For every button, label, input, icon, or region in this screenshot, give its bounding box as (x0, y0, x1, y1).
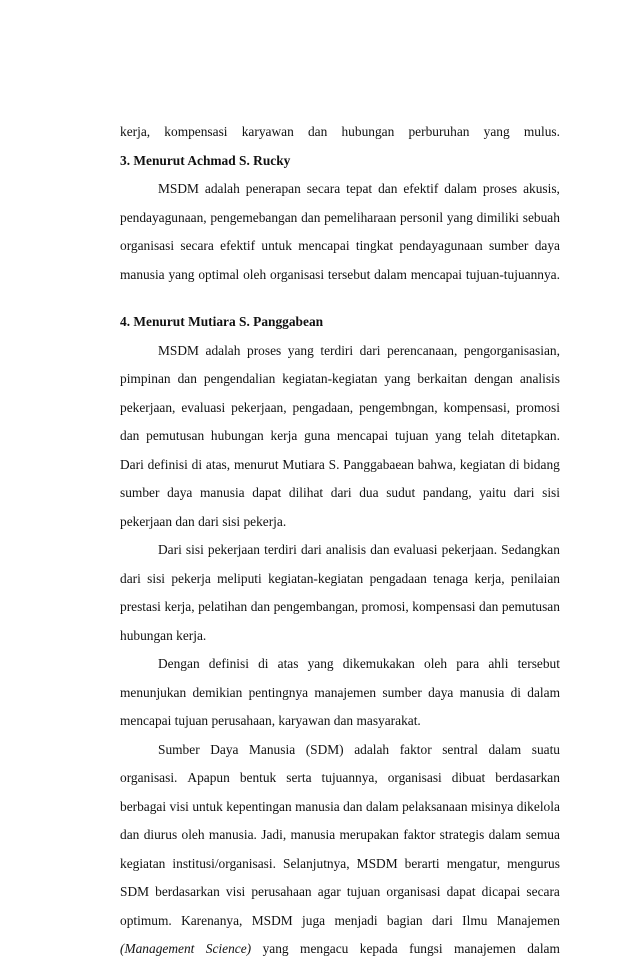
word: Manusia (249, 741, 296, 757)
intro-line (120, 118, 560, 147)
word: kepada (359, 941, 398, 956)
word: dapat (252, 485, 282, 500)
word: daya (428, 684, 454, 700)
word: pemutusan (501, 599, 560, 614)
word: dapat (446, 884, 476, 899)
word: Dari (120, 456, 144, 472)
word: untuk (261, 238, 292, 253)
word: organisasi (386, 884, 441, 899)
word: serta (286, 770, 312, 785)
word: institusi/organisasi. (172, 855, 276, 871)
word: mencapai (336, 428, 389, 443)
word: tepat (346, 181, 373, 196)
word: secara (180, 238, 214, 253)
word: organisasi (270, 266, 325, 282)
word: definisi (147, 456, 188, 472)
word: mulus. (523, 124, 560, 139)
word: tujuan (394, 428, 429, 443)
word: pimpinan (120, 371, 171, 386)
paragraph-4-line (120, 764, 560, 793)
word: pengemebangan (210, 209, 298, 225)
word: Selanjutnya, (283, 855, 350, 871)
word: karyawan (241, 124, 294, 139)
word: penilaian (510, 570, 560, 586)
word: strategis (439, 827, 485, 842)
word: kegiatan (459, 456, 506, 472)
word: daya (534, 238, 560, 253)
word: yang (262, 941, 289, 956)
word: Mutiara (282, 456, 325, 472)
word: dari (330, 485, 352, 500)
word: terdiri (320, 342, 354, 358)
word: secara (306, 181, 341, 196)
word: dari (359, 342, 381, 358)
word: MSDM (356, 855, 398, 871)
word: pekerjaan. (441, 542, 498, 557)
word: Sedangkan (501, 542, 560, 557)
word: tujuannya, (321, 770, 378, 785)
word: bidang (523, 456, 560, 472)
word: tujuan (346, 884, 381, 899)
paragraph-4-line (120, 821, 560, 850)
word: pendayagunaan, (120, 209, 207, 225)
paragraph-2-line: hubungan kerja. (120, 627, 207, 643)
word: Science) (205, 941, 252, 956)
word: ahli (488, 656, 509, 671)
word: dengan (474, 371, 513, 386)
word: Sumber (158, 741, 200, 757)
word: menjadi (334, 912, 378, 928)
word: di (191, 456, 203, 472)
word: adalah (204, 181, 240, 196)
word: MSDM (251, 912, 293, 928)
word: SDM (120, 884, 150, 899)
word: tersebut (327, 266, 371, 282)
word: oleh (424, 656, 448, 671)
word: pekerjaan (207, 542, 260, 557)
paragraph-4-line (120, 793, 560, 822)
word: bahwa, (417, 456, 457, 472)
word: mengacu (300, 941, 349, 956)
word: pekerjaan, (231, 399, 287, 415)
word: (Management (120, 941, 195, 956)
word: Dari (158, 542, 182, 557)
word: dan (378, 181, 398, 196)
word: pengembngan, (359, 399, 438, 415)
paragraph-4-line (120, 736, 560, 765)
word: definisi (208, 656, 249, 671)
word: organisasi (120, 238, 175, 253)
word: tersebut (517, 656, 560, 671)
word: promosi (516, 399, 560, 415)
word: Panggabaean (343, 456, 414, 472)
word: Dengan (158, 656, 200, 671)
word: dua (359, 485, 379, 500)
word: kegiatan-kegiatan (282, 371, 378, 386)
section-3-line (120, 175, 560, 204)
word: pandang, (422, 485, 472, 500)
word: faktor (403, 827, 436, 842)
word: secara (526, 884, 560, 899)
paragraph-3-line (120, 650, 560, 679)
word: para (456, 656, 480, 671)
word: Daya (210, 741, 239, 757)
word: yang (446, 209, 473, 225)
word: mencapai (298, 238, 350, 253)
word: dan (343, 798, 363, 814)
word: kerja, (164, 599, 195, 614)
word: guna (304, 428, 331, 443)
word: efektif (403, 181, 439, 196)
word: berdasarkan (155, 884, 220, 899)
word: visi (225, 884, 246, 899)
word: manajemen (454, 941, 516, 956)
word: organisasi. (120, 770, 178, 785)
paragraph-1-line (120, 451, 560, 480)
word: adalah (205, 342, 241, 358)
paragraph-3-line: mencapai tujuan perusahaan, karyawan dan masyarakat. (120, 713, 421, 728)
word: pemeliharaan (324, 209, 397, 225)
word: sisi (147, 570, 166, 586)
paragraph-4-line (120, 878, 560, 907)
paragraph-2-line (120, 565, 560, 594)
word: semua (525, 827, 560, 842)
word: akusis, (523, 181, 560, 196)
word: atas (277, 656, 299, 671)
word: Apapun (187, 770, 230, 785)
word: fungsi (409, 941, 443, 956)
section-gap (120, 289, 560, 308)
word: meliputi (217, 570, 262, 586)
word: menurut (233, 456, 279, 472)
word: menunjukan (120, 684, 187, 700)
word: perencanaan, (387, 342, 458, 358)
word: prestasi (120, 599, 161, 614)
word: evaluasi (393, 542, 438, 557)
word: dilihat (288, 485, 324, 500)
paragraph-4-last-line (120, 935, 560, 964)
word: yang (168, 266, 195, 282)
word: perusahaan (251, 884, 312, 899)
word: manajemen (314, 684, 377, 700)
word: dimiliki (476, 209, 520, 225)
word: dalam (365, 798, 399, 814)
word: efektif (220, 238, 256, 253)
word: pendayagunaan (399, 238, 483, 253)
word: agar (317, 884, 341, 899)
word: promosi, (361, 599, 409, 614)
section-3-line (120, 204, 560, 233)
word: pekerjaan, (120, 399, 176, 415)
word: yang (287, 342, 314, 358)
word: dalam (488, 827, 522, 842)
paragraph-1-line (120, 365, 560, 394)
word: pengembangan, (273, 599, 358, 614)
word: dan (250, 599, 271, 614)
word: dikelola (516, 798, 560, 814)
word: kegiatan (120, 855, 166, 871)
word: yaitu (479, 485, 507, 500)
paragraph-2-line (120, 593, 560, 622)
word: sentral (442, 741, 478, 757)
word: dan (120, 428, 140, 443)
word: dan (120, 827, 140, 842)
word: manusia (290, 827, 336, 842)
word: yang (435, 428, 462, 443)
word: dan (370, 542, 390, 557)
word: dalam (488, 741, 522, 757)
word: manusia (459, 684, 505, 700)
section-3-line (120, 232, 560, 261)
word: S. (328, 456, 340, 472)
section-4-heading: 4. Menurut Mutiara S. Panggabean (120, 314, 324, 329)
word: bagian (386, 912, 423, 928)
word: proses (482, 181, 518, 196)
word: di (510, 684, 521, 700)
word: merupakan (339, 827, 399, 842)
word: yang (307, 656, 334, 671)
word: MSDM (158, 342, 199, 358)
word: di (509, 456, 520, 472)
word: yang (384, 371, 411, 386)
word: bentuk (239, 770, 277, 785)
paragraph-2-line (120, 536, 560, 565)
word: oleh (243, 266, 267, 282)
word: sudut (386, 485, 416, 500)
word: ditetapkan. (500, 428, 560, 443)
word: mengatur, (446, 855, 501, 871)
paragraph-1-line (120, 394, 560, 423)
word: pekerja (171, 570, 211, 586)
word: dicapai (481, 884, 521, 899)
word: dari (431, 912, 453, 928)
word: visi (169, 798, 189, 814)
word: berbagai (120, 798, 167, 814)
word: dalam (527, 941, 560, 956)
word: sebuah (522, 209, 560, 225)
word: manusia (120, 266, 165, 282)
word: juga (302, 912, 326, 928)
word: pengadaan, (292, 399, 354, 415)
word: manusia. (208, 827, 257, 842)
word: perburuhan (408, 124, 470, 139)
word: untuk (192, 798, 223, 814)
word: pemutusan (146, 428, 205, 443)
paragraph-1-line: pekerjaan dan dari sisi pekerja. (120, 513, 287, 529)
word: sumber (120, 485, 160, 500)
word: dan (307, 124, 328, 139)
word: kepentingan (226, 798, 292, 814)
word: dalam (444, 181, 477, 196)
word: Manajemen (496, 912, 560, 928)
document-page (120, 118, 560, 964)
word: organisasi (387, 770, 442, 785)
word: daya (167, 485, 193, 500)
word: penerapan (245, 181, 301, 196)
paragraph-1-line (120, 479, 560, 508)
word: Jadi, (261, 827, 287, 842)
word: demikian (192, 684, 243, 700)
word: oleh (181, 827, 205, 842)
word: sumber (382, 684, 422, 700)
word: dan (177, 371, 197, 386)
word: mengurus (507, 855, 560, 871)
word: adalah (354, 741, 390, 757)
word: berarti (404, 855, 440, 871)
word: dari (300, 542, 322, 557)
word: yang (483, 124, 510, 139)
word: pengadaan (369, 570, 427, 586)
word: mencapai (410, 266, 463, 282)
word: kerja (270, 428, 298, 443)
word: dalam (374, 266, 407, 282)
word: tujuan-tujuannya. (465, 266, 560, 282)
word: analisis (325, 542, 367, 557)
word: hubungan (341, 124, 395, 139)
word: kompensasi (164, 124, 228, 139)
word: MSDM (158, 181, 199, 196)
word: pentingnya (248, 684, 309, 700)
word: analisis (519, 371, 560, 386)
word: manusia (199, 485, 245, 500)
word: di (258, 656, 269, 671)
word: dan (301, 209, 321, 225)
word: kerja, (474, 570, 505, 586)
paragraph-3-line (120, 679, 560, 708)
paragraph-1-line (120, 337, 560, 366)
word: kompensasi, (443, 399, 511, 415)
word: faktor (399, 741, 432, 757)
word: terdiri (264, 542, 297, 557)
word: kegiatan-kegiatan (268, 570, 364, 586)
word: tingkat (355, 238, 394, 253)
word: diurus (143, 827, 178, 842)
word: optimum. (120, 912, 172, 928)
word: (SDM) (305, 741, 344, 757)
word: sisi (185, 542, 204, 557)
word: dan (479, 599, 499, 614)
word: hubungan (210, 428, 264, 443)
section-3-heading: 3. Menurut Achmad S. Rucky (120, 152, 291, 168)
word: personil (399, 209, 444, 225)
word: evaluasi (181, 399, 226, 415)
word: atas, (205, 456, 231, 472)
word: pengorganisasian, (463, 342, 560, 358)
word: berdasarkan (495, 770, 560, 785)
word: sisi (542, 485, 560, 500)
word: Ilmu (462, 912, 488, 928)
word: optimal (198, 266, 240, 282)
word: dibuat (451, 770, 486, 785)
word: pengendalian (203, 371, 276, 386)
word: pelaksanaan (402, 798, 468, 814)
word: kerja, (120, 124, 151, 139)
word: tenaga (433, 570, 469, 586)
paragraph-4-line (120, 907, 560, 936)
word: suatu (531, 741, 560, 757)
word: kompensasi (412, 599, 476, 614)
paragraph-1-line (120, 422, 560, 451)
word: misinya (470, 798, 514, 814)
word: manusia (295, 798, 340, 814)
word: dari (120, 570, 141, 586)
word: sumber (488, 238, 529, 253)
word: Karenanya, (181, 912, 243, 928)
word: dikemukakan (342, 656, 415, 671)
word: berkaitan (417, 371, 468, 386)
word: telah (468, 428, 495, 443)
word: proses (247, 342, 282, 358)
word: dalam (527, 684, 560, 700)
paragraph-4-line (120, 850, 560, 879)
word: dari (513, 485, 535, 500)
section-3-line (120, 261, 560, 290)
word: pelatihan (198, 599, 248, 614)
